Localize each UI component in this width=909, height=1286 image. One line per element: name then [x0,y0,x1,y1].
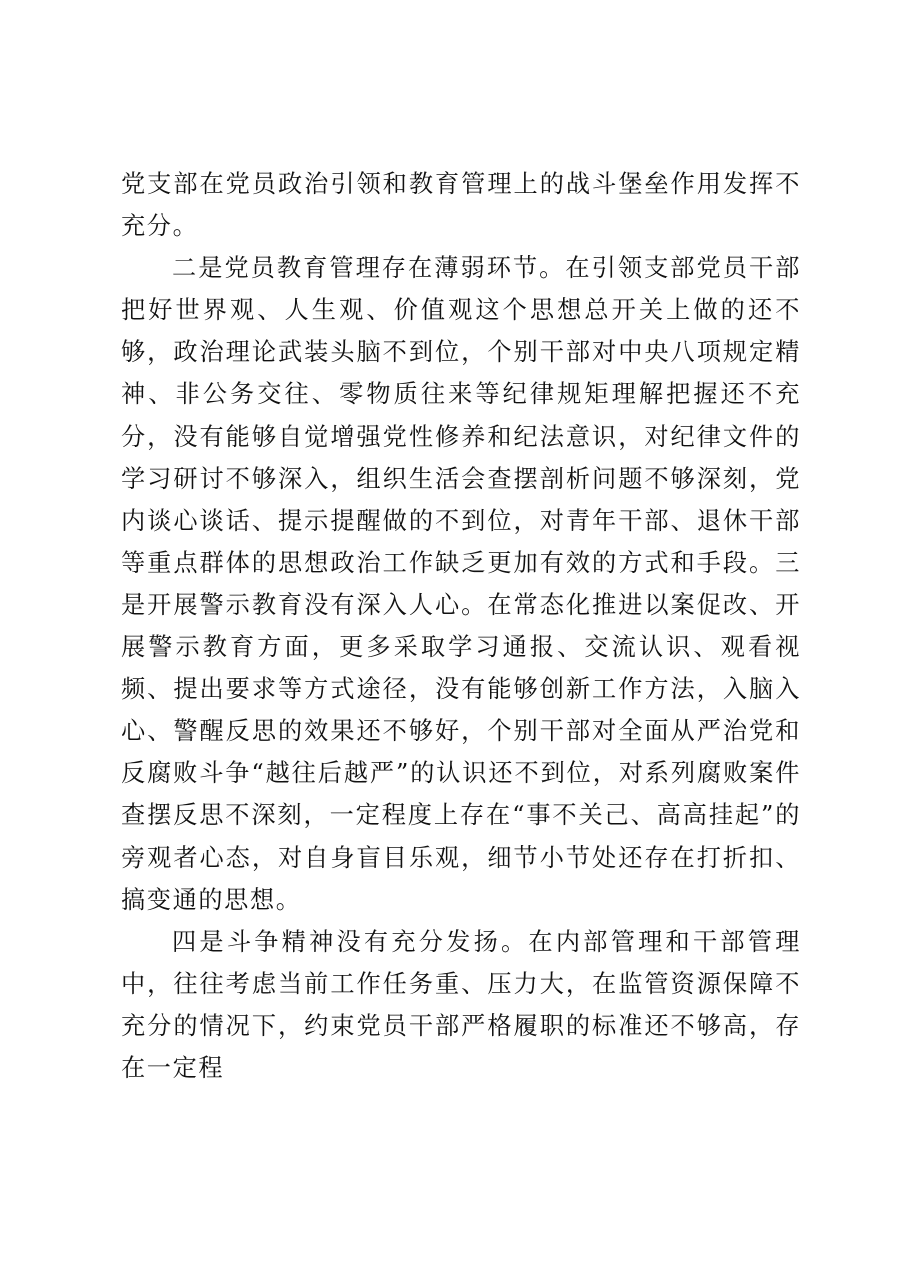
paragraph-party-education: 二是党员教育管理存在薄弱环节。在引领支部党员干部把好世界观、人生观、价值观这个思想总开关上做的还不够，政治理论武装头脑不到位，个别干部对中央八项规定精神、非公务交往、零物质往来等纪律规矩理解把握还不充分，没有能够自觉增强党性修养和纪法意识，对纪律文件的学习研讨不够深入，组织生活会查摆剖析问题不够深刻，党内谈心谈话、提示提醒做的不到位，对青年干部、退休干部等重点群体的思想政治工作缺乏更加有效的方式和手段。三是开展警示教育没有深入人心。在常态化推进以案促改、开展警示教育方面，更多采取学习通报、交流认识、观看视频、提出要求等方式途径，没有能够创新工作方法，入脑入心、警醒反思的效果还不够好，个别干部对全面从严治党和反腐败斗争“越往后越严”的认识还不到位，对系列腐败案件查摆反思不深刻，一定程度上存在“事不关己、高高挂起”的旁观者心态，对自身盲目乐观，细节小节处还存在打折扣、搞变通的思想。 [121,254,801,914]
paragraph-struggle-spirit: 四是斗争精神没有充分发扬。在内部管理和干部管理中，往往考虑当前工作任务重、压力大，在监管资源保障不充分的情况下，约束党员干部严格履职的标准还不够高，存在一定程 [121,927,801,1082]
paragraph-continuation: 党支部在党员政治引领和教育管理上的战斗堡垒作用发挥不充分。 [121,170,801,241]
document-body [121,163,801,1089]
